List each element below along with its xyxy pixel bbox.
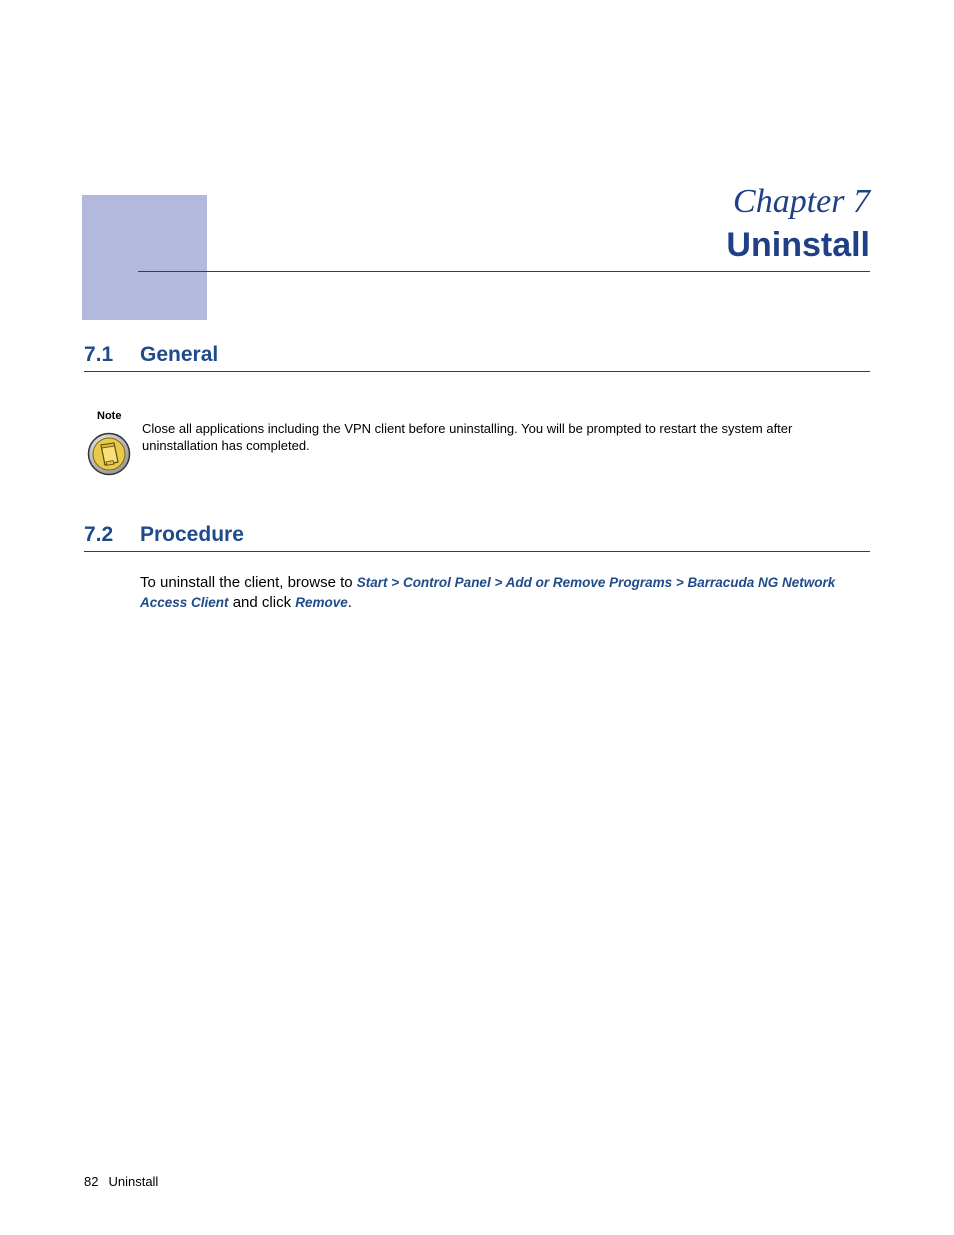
procedure-middle: and click [228, 594, 296, 611]
chapter-label: Chapter 7 [733, 183, 870, 220]
section-heading-general [84, 343, 870, 372]
section-number: 7.2 [84, 523, 114, 546]
chapter-decor-block [82, 195, 207, 320]
section-title: General [140, 343, 219, 366]
section-number: 7.1 [84, 343, 114, 366]
running-title: Uninstall [108, 1174, 159, 1189]
chapter-title: Uninstall [726, 226, 870, 264]
chapter-divider [138, 271, 870, 272]
page-number: 82 [84, 1174, 99, 1189]
note-text: Close all applications including the VPN client before uninstalling. You will be prompted to restart the system after uninstallation has completed. [142, 421, 793, 453]
note-label: Note [97, 410, 122, 422]
section-heading-procedure [84, 523, 870, 552]
remove-action: Remove [295, 595, 348, 610]
procedure-intro: To uninstall the client, browse to [140, 574, 357, 591]
section-title: Procedure [140, 523, 244, 546]
page-footer [84, 1174, 158, 1189]
menu-path: Start > Control Panel > Add or Remove Programs > Barracuda NG Network Access Client [140, 575, 836, 610]
procedure-end: . [347, 594, 352, 611]
notepad-icon [87, 432, 131, 476]
procedure-paragraph [140, 573, 880, 613]
